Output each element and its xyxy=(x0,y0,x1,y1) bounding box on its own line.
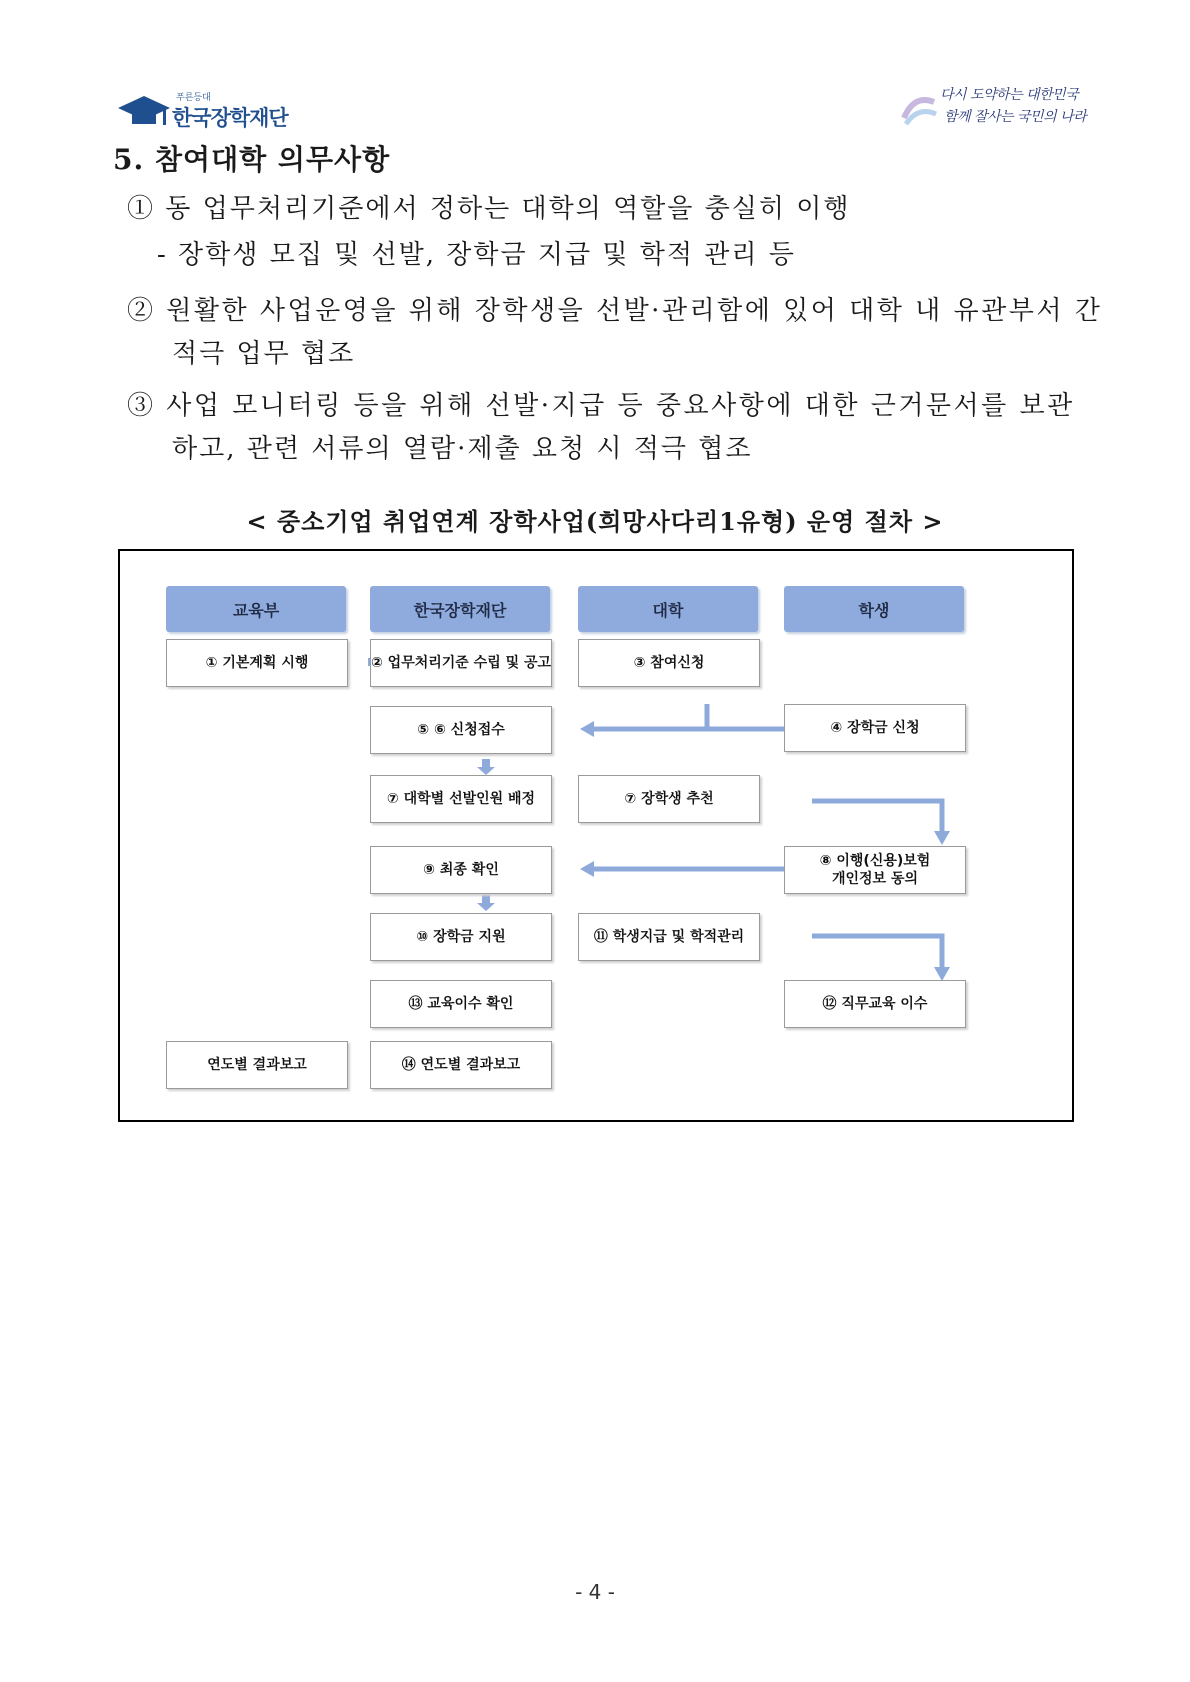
flow-arrows xyxy=(120,551,1072,1120)
section-title: 5. 참여대학 의무사항 xyxy=(113,143,391,176)
graduation-cap-icon xyxy=(116,92,170,130)
arrow-down-2 xyxy=(477,895,495,911)
slogan-line-2: 함께 잘사는 국민의 나라 xyxy=(944,109,1087,125)
duty-item-3: ③ 사업 모니터링 등을 위해 선발·지급 등 중요사항에 대한 근거문서를 보관 xyxy=(127,391,1075,421)
diagram-title: < 중소기업 취업연계 장학사업(희망사다리1유형) 운영 절차 > xyxy=(246,507,944,536)
duty-item-2-cont: 적극 업무 협조 xyxy=(172,339,356,369)
logo-subtitle: 푸른등대 xyxy=(176,93,211,103)
col-header-university: 대학 xyxy=(578,586,758,632)
step-scholarship-support: ⑩ 장학금 지원 xyxy=(370,913,552,961)
consent-line-1: ⑧ 이행(신용)보험 xyxy=(819,853,931,869)
step-application-receipt: ⑤ ⑥ 신청접수 xyxy=(370,706,552,754)
logo-title: 한국장학재단 xyxy=(172,106,288,130)
arrow-down-1 xyxy=(477,759,495,775)
government-slogan xyxy=(900,82,1090,132)
flag-swirl-icon xyxy=(900,88,940,128)
kosaf-logo xyxy=(116,88,296,134)
duty-item-1: ① 동 업무처리기준에서 정하는 대학의 역할을 충실히 이행 xyxy=(127,194,851,224)
step-basic-plan: ① 기본계획 시행 xyxy=(166,639,348,687)
col-header-moe: 교육부 xyxy=(166,586,346,632)
step-annual-report: ⑭ 연도별 결과보고 xyxy=(370,1041,552,1089)
col-header-kosaf: 한국장학재단 xyxy=(370,586,550,632)
step-final-confirmation: ⑨ 최종 확인 xyxy=(370,846,552,894)
arrowhead-left-2 xyxy=(580,861,594,877)
step-job-training: ⑫ 직무교육 이수 xyxy=(784,980,966,1028)
process-diagram xyxy=(118,549,1074,1122)
step-training-check: ⑬ 교육이수 확인 xyxy=(370,980,552,1028)
duty-item-2: ② 원활한 사업운영을 위해 장학생을 선발·관리함에 있어 대학 내 유관부서 간 xyxy=(127,296,1103,326)
slogan-line-1: 다시 도약하는 대한민국 xyxy=(940,87,1079,103)
col-header-student: 학생 xyxy=(784,586,964,632)
step-payment-academic: ⑪ 학생지급 및 학적관리 xyxy=(578,913,760,961)
arrowhead-down-2 xyxy=(934,967,950,981)
line-pay-to-training xyxy=(812,936,942,969)
duty-item-3-cont: 하고, 관련 서류의 열람·제출 요청 시 적극 협조 xyxy=(172,434,753,464)
step-guidelines: ② 업무처리기준 수립 및 공고 xyxy=(370,639,552,687)
step-moe-annual-report: 연도별 결과보고 xyxy=(166,1041,348,1089)
line-recommend-to-consent xyxy=(812,801,942,833)
step-scholarship-application: ④ 장학금 신청 xyxy=(784,704,966,752)
page-number: - 4 - xyxy=(575,1580,615,1604)
step-insurance-consent xyxy=(784,846,966,894)
arrowhead-left-1 xyxy=(580,721,594,737)
arrowhead-down-1 xyxy=(934,831,950,845)
duty-item-1-detail: - 장학생 모집 및 선발, 장학금 지급 및 학적 관리 등 xyxy=(157,240,796,270)
step-participation: ③ 참여신청 xyxy=(578,639,760,687)
step-recommendation: ⑦ 장학생 추천 xyxy=(578,775,760,823)
step-quota-allocation: ⑦ 대학별 선발인원 배정 xyxy=(370,775,552,823)
consent-line-2: 개인정보 동의 xyxy=(831,871,919,887)
